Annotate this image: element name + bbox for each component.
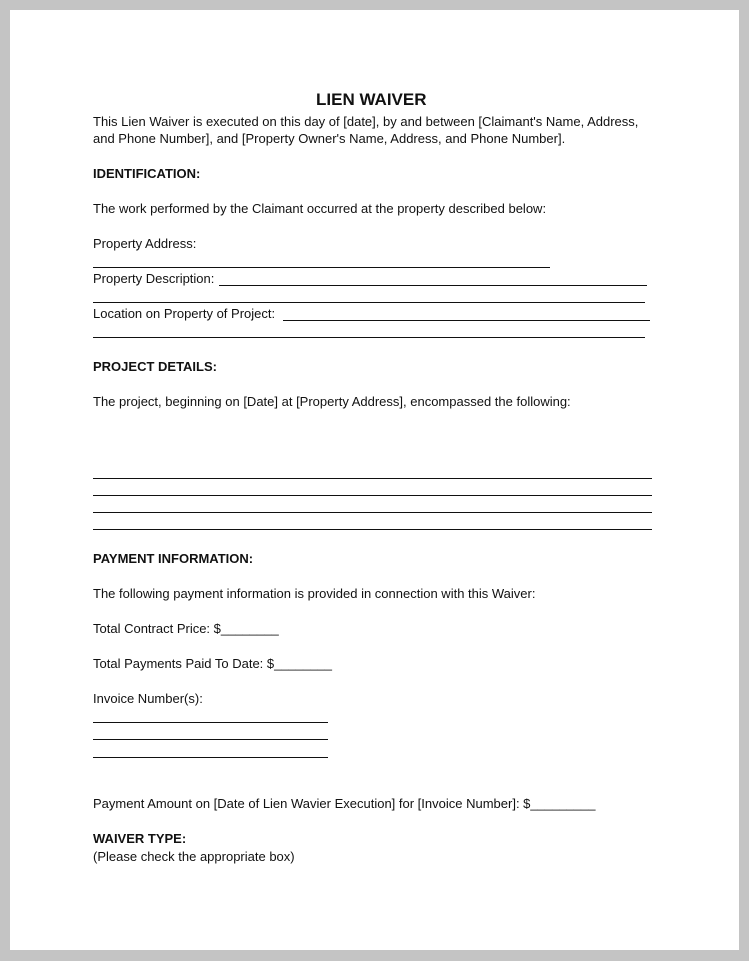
invoice-numbers-label: Invoice Number(s):: [93, 691, 203, 706]
invoice-line-1[interactable]: [93, 722, 328, 723]
location-line-1[interactable]: [283, 320, 650, 321]
property-description-label: Property Description:: [93, 271, 215, 286]
total-payments-paid: Total Payments Paid To Date: $________: [93, 656, 332, 671]
property-address-line[interactable]: [93, 267, 550, 268]
payment-amount: Payment Amount on [Date of Lien Wavier Execution] for [Invoice Number]: $_________: [93, 796, 596, 811]
project-line-1[interactable]: [93, 478, 652, 479]
property-description-line-1[interactable]: [219, 285, 647, 286]
payment-information-text: The following payment information is provided in connection with this Waiver:: [93, 586, 536, 601]
document-page: [10, 10, 739, 950]
location-label: Location on Property of Project:: [93, 306, 276, 321]
project-line-2[interactable]: [93, 495, 652, 496]
document-title: LIEN WAIVER: [316, 90, 427, 109]
project-line-3[interactable]: [93, 512, 652, 513]
project-line-4[interactable]: [93, 529, 652, 530]
intro-line-2: and Phone Number], and [Property Owner's Name, Address, and Phone Number].: [93, 131, 566, 146]
property-address-label: Property Address:: [93, 236, 197, 251]
payment-information-heading: PAYMENT INFORMATION:: [93, 551, 254, 566]
waiver-type-heading: WAIVER TYPE:: [93, 831, 187, 846]
identification-text: The work performed by the Claimant occurred at the property described below:: [93, 201, 547, 216]
project-details-heading: PROJECT DETAILS:: [93, 359, 217, 374]
invoice-line-3[interactable]: [93, 757, 328, 758]
identification-heading: IDENTIFICATION:: [93, 166, 201, 181]
project-details-text: The project, beginning on [Date] at [Property Address], encompassed the following:: [93, 394, 571, 409]
waiver-type-note: (Please check the appropriate box): [93, 849, 295, 864]
property-description-line-2[interactable]: [93, 302, 645, 303]
intro-line-1: This Lien Waiver is executed on this day of [date], by and between [Claimant's Name, Address,: [93, 114, 639, 129]
location-line-2[interactable]: [93, 337, 645, 338]
invoice-line-2[interactable]: [93, 739, 328, 740]
total-contract-price: Total Contract Price: $________: [93, 621, 279, 636]
